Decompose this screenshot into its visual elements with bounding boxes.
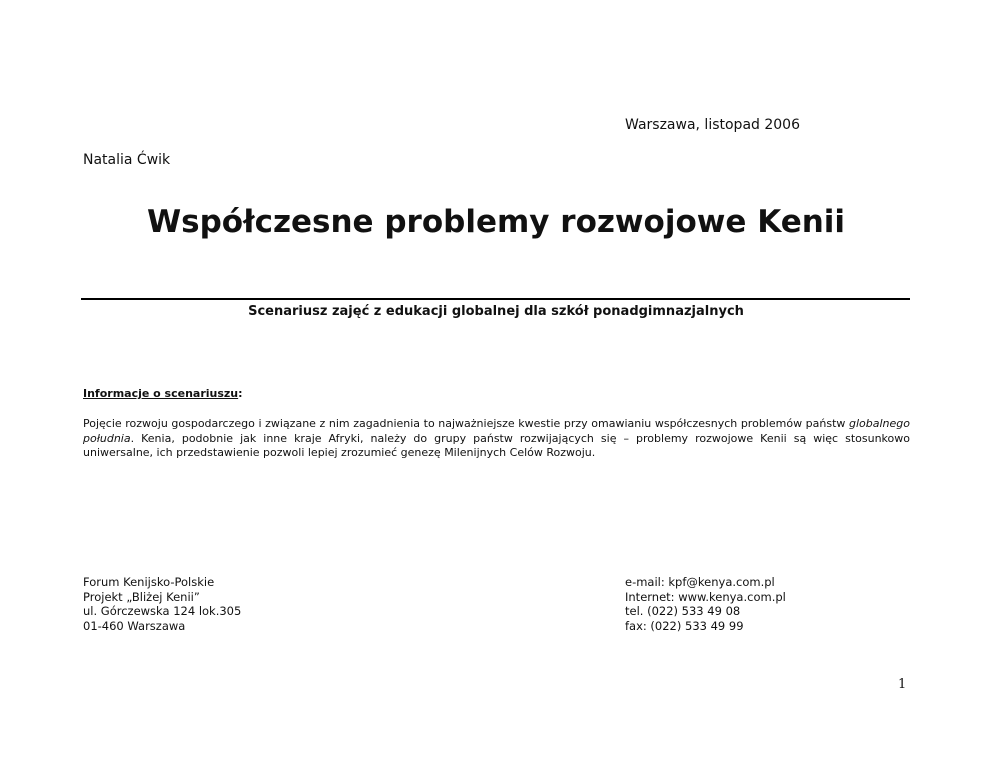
paragraph-italic-term: globalnego południa (83, 417, 910, 445)
street-address: ul. Górczewska 124 lok.305 (83, 604, 242, 618)
section-heading (83, 387, 243, 401)
section-heading-text: Informacje o scenariuszu (83, 387, 239, 400)
paragraph-text-part-1: Pojęcie rozwoju gospodarczego i związane z nim zagadnienia to najważniejsze kwestie przy omawianiu współczesnych problemów państw (83, 417, 849, 430)
project-name: Projekt „Bliżej Kenii” (83, 589, 200, 604)
section-heading-colon: : (238, 387, 243, 400)
postal-city: 01-460 Warszawa (83, 618, 186, 633)
paragraph-text-part-2: . Kenia, podobnie jak inne kraje Afryki, należy do grupy państw rozwijających się – problemy rozwojowe Kenii są więc stosunkowo uniwersalne, ich przedstawienie pozwoli lepiej zrozumieć genezę Milenijnych Celów Rozwoju. (83, 431, 910, 459)
contact-details (625, 575, 786, 633)
document-subtitle: Scenariusz zajęć z edukacji globalnej dla szkół ponadgimnazjalnych (248, 304, 744, 319)
fax-line: fax: (022) 533 49 99 (625, 618, 744, 633)
page-number: 1 (898, 677, 907, 692)
title-divider (81, 298, 910, 300)
phone-line: tel. (022) 533 49 08 (625, 604, 741, 618)
organization-name: Forum Kenijsko-Polskie (83, 575, 215, 589)
organization-address (83, 575, 241, 633)
place-date: Warszawa, listopad 2006 (625, 117, 800, 133)
scenario-description (83, 417, 910, 461)
document-title: Współczesne problemy rozwojowe Kenii (146, 204, 846, 240)
email-line: e-mail: kpf@kenya.com.pl (625, 575, 775, 589)
author-name: Natalia Ćwik (83, 152, 171, 168)
website-line: Internet: www.kenya.com.pl (625, 589, 786, 604)
